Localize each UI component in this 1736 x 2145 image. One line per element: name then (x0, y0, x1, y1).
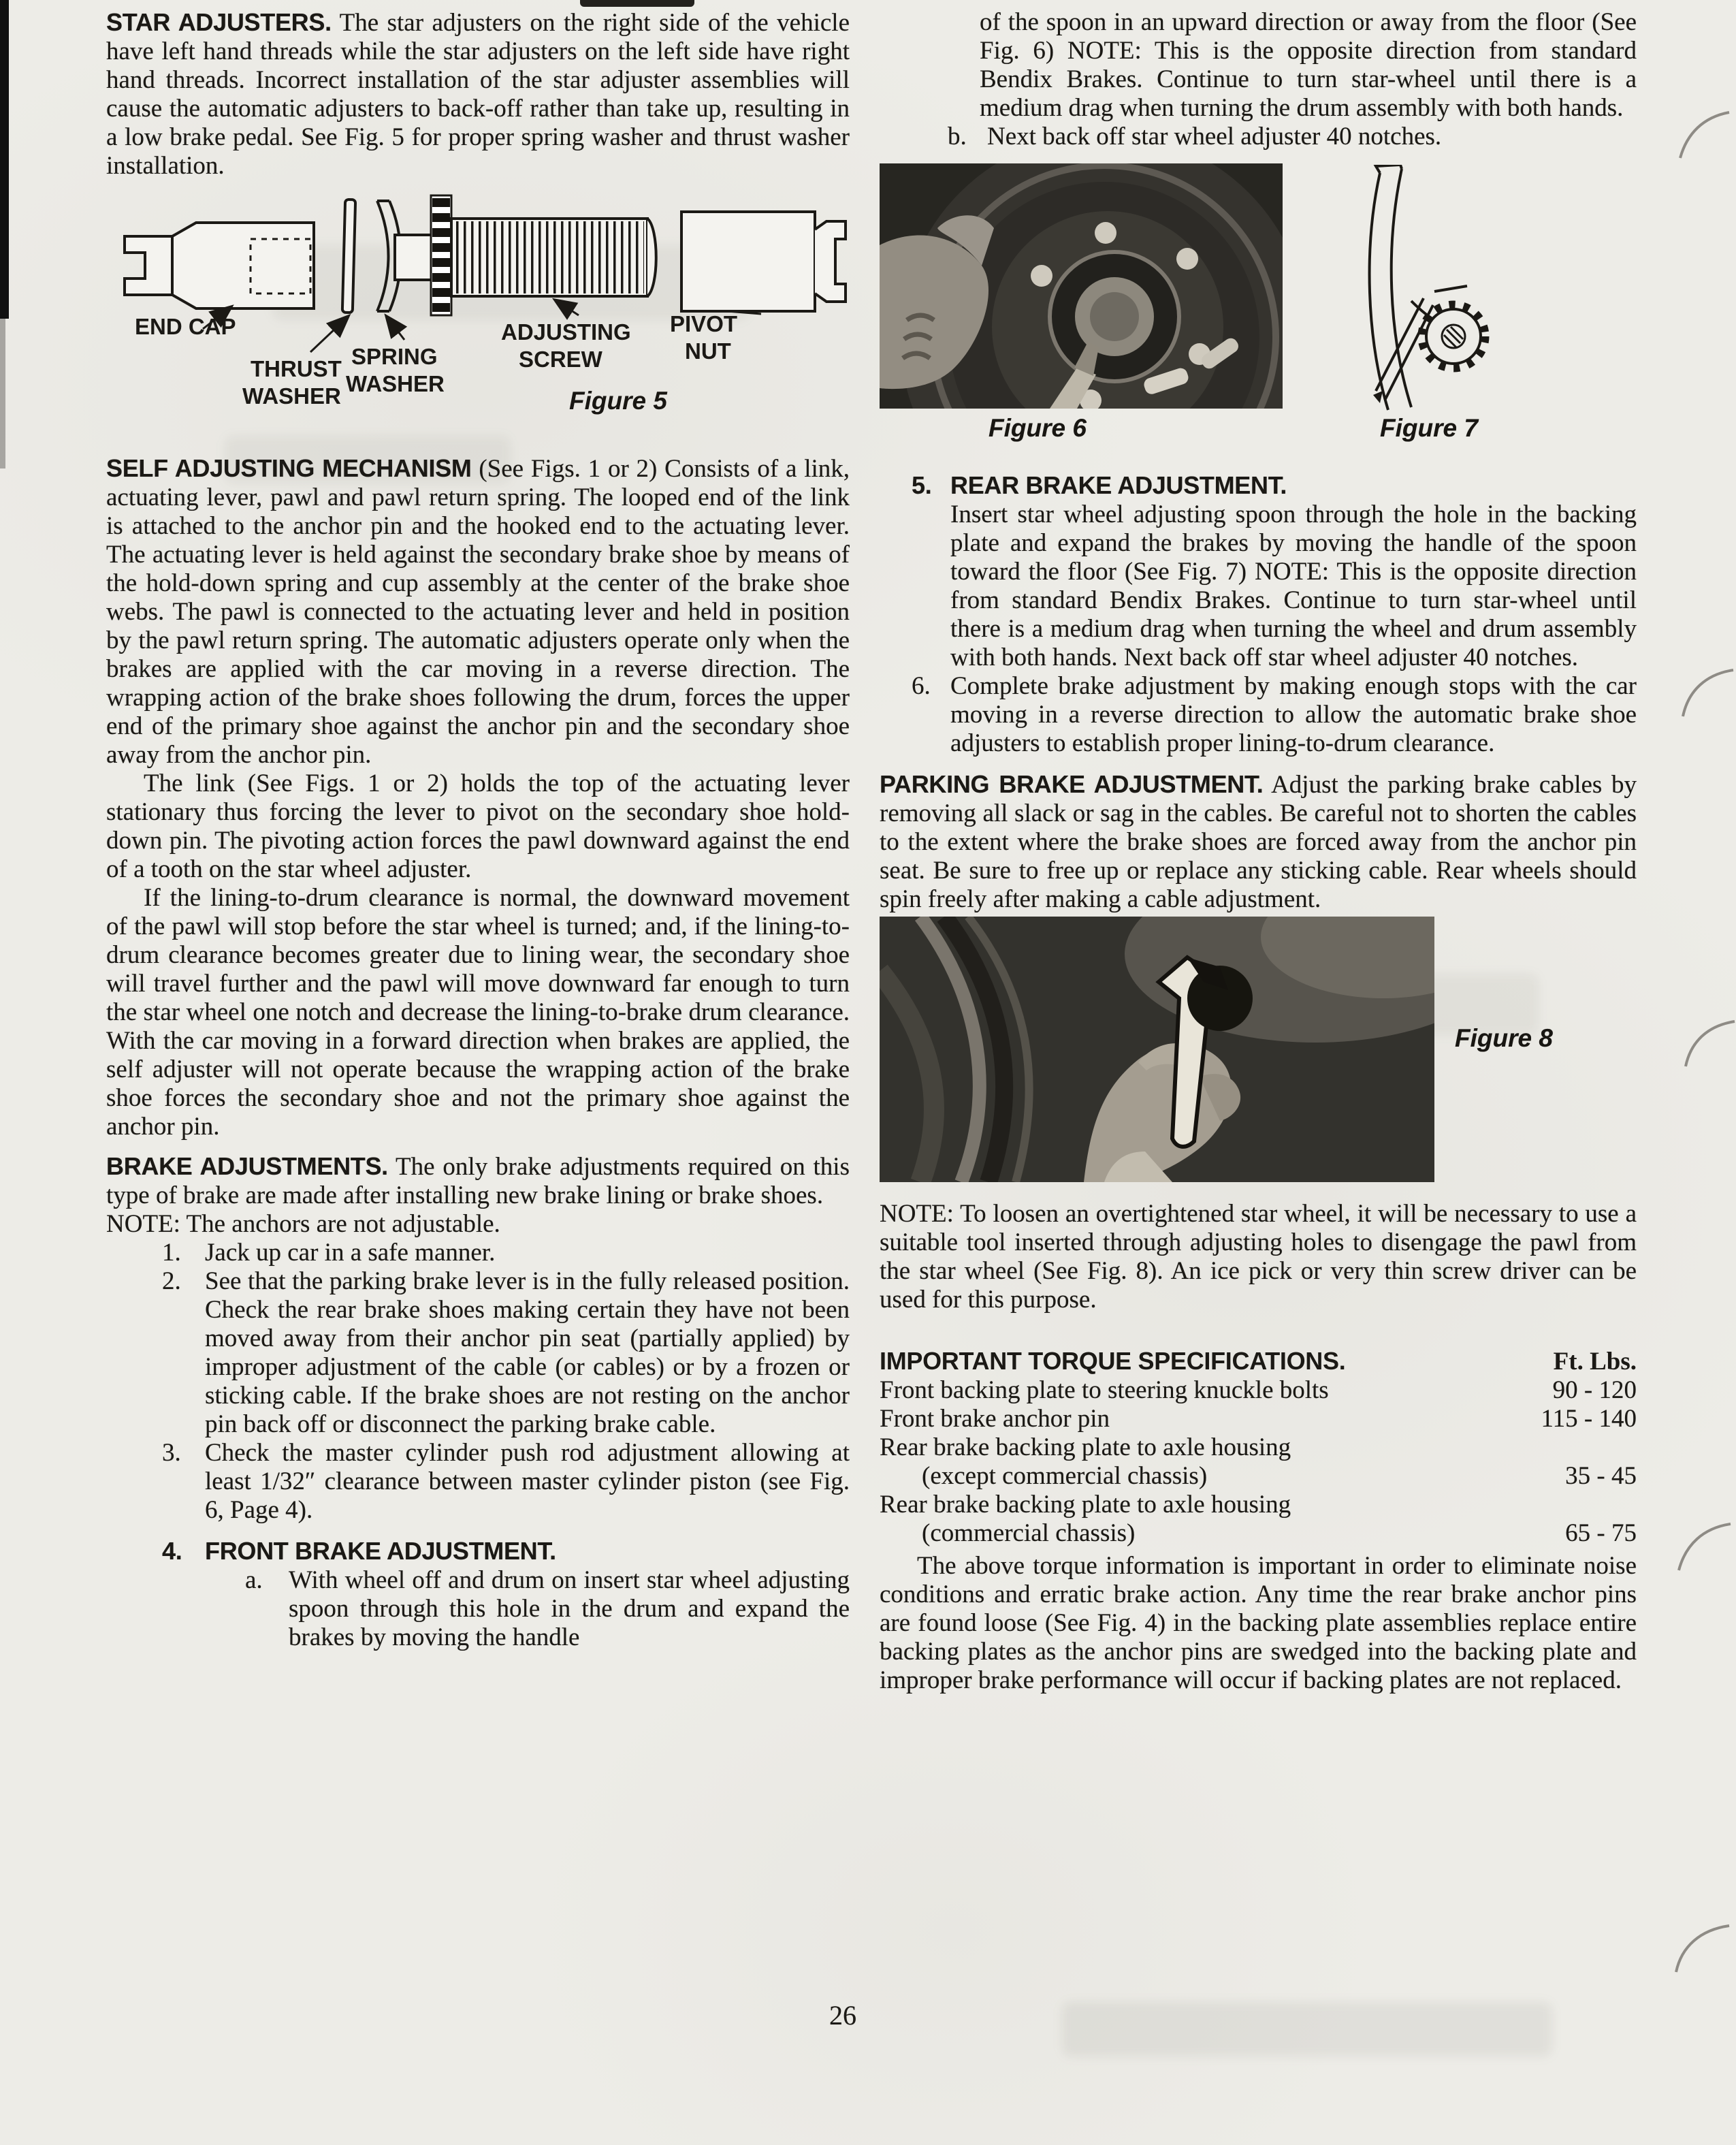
front-brake-item-a-text: With wheel off and drum on insert star wheel adjusting spoon through this hole in the drum and expand the brakes by moving the handle (289, 1566, 850, 1651)
end-cap-label: END CAP (135, 314, 236, 339)
list-item-1-text: Jack up car in a safe manner. (205, 1239, 496, 1267)
rear-brake-text: Insert star wheel adjusting spoon through the hole in the backing plate and expand the brakes by moving the handle of the spoon toward the floor (See Fig. 7) NOTE: This is the opposite direction from standard Bendix Brakes. Continue to turn star-wheel until there is a medium drag when turning the wheel and drum assembly with both hands. Next back off star wheel adjuster 40 notches. (950, 500, 1637, 671)
pivot-nut-part (681, 212, 846, 311)
figure-8-row (880, 917, 1637, 1183)
self-adjusting-text: (See Figs. 1 or 2) Consists of a link, actuating lever, pawl and pawl return spring. The looped end of the link is attached to the anchor pin and the hooked end to the actuating lever. The actuating lever is held against the secondary brake shoe by means of the hold-down spring and cup assembly at the center of the brake shoe webs. The pawl is connected to the actuating lever and held in position by the pawl return spring. The automatic adjusters operate only when the brakes are applied with the car moving in a reverse direction. The wrapping action of the brake shoes following the drum, forces the upper end of the primary shoe against the anchor pin and the secondary shoe away from the anchor pin. (106, 455, 850, 769)
torque-row-label: Front backing plate to steering knuckle bolts (880, 1376, 1329, 1404)
torque-specifications-header (880, 1347, 1637, 1376)
torque-row (880, 1376, 1637, 1405)
pivot-nut-label-line2: NUT (685, 338, 731, 364)
list-item-1-number: 1. (162, 1239, 181, 1267)
scan-edge-strip (0, 0, 9, 319)
spring-washer-label-line1: SPRING (351, 344, 438, 369)
thrust-washer-part (342, 200, 355, 313)
list-item-6-text: Complete brake adjustment by making enough stops with the car moving in a reverse direction to allow the automatic brake shoe adjusters to establish proper lining-to-drum clearance. (950, 672, 1637, 757)
rear-brake-heading: REAR BRAKE ADJUSTMENT. (950, 471, 1287, 499)
figure-5-caption: Figure 5 (569, 387, 667, 415)
rear-brake-heading-row (880, 471, 1637, 500)
list-item-6-number: 6. (912, 672, 931, 700)
page-number: 26 (829, 2000, 856, 2031)
spring-washer-label-line2: WASHER (346, 371, 445, 396)
figure-8-photo (880, 917, 1434, 1182)
paragraph-spoon-continuation: of the spoon in an upward direction or away from the floor (See Fig. 6) NOTE: This is the opposite direction from standard Bendix Brakes. Continue to turn star-wheel until there is a medium drag when turning the drum assembly with both hands. (980, 8, 1637, 122)
torque-row (880, 1405, 1637, 1433)
front-brake-item-a (106, 1566, 850, 1652)
list-item-1 (106, 1239, 850, 1267)
star-adjusters-heading: STAR ADJUSTERS. (106, 8, 332, 36)
brake-adjustments-text: The only brake adjustments required on this type of brake are made after installing new brake lining or brake shoes. (106, 1153, 850, 1209)
brake-adjustments-heading: BRAKE ADJUSTMENTS. (106, 1152, 388, 1180)
list-item-b (880, 123, 1637, 151)
torque-row-value: 35 - 45 (1565, 1462, 1637, 1490)
note-anchors: NOTE: The anchors are not adjustable. (106, 1210, 500, 1238)
end-cap-part (125, 223, 314, 308)
figure-6-caption: Figure 6 (988, 414, 1087, 442)
torque-unit-label: Ft. Lbs. (1553, 1348, 1637, 1376)
list-item-3-text: Check the master cylinder push rod adjustment allowing at least 1/32″ clearance between master cylinder piston (see Fig. 6, Page 4). (205, 1439, 850, 1524)
note-star-wheel: NOTE: To loosen an overtightened star wheel, it will be necessary to use a suitable tool inserted through adjusting holes to disengage the pawl from the star wheel (See Fig. 8). An ice pick or very thin screw driver can be used for this purpose. (880, 1200, 1637, 1314)
paragraph-self-adjusting (106, 454, 850, 769)
paragraph-parking-brake (880, 770, 1637, 914)
list-item-3 (106, 1439, 850, 1525)
torque-row (880, 1491, 1637, 1519)
right-column (880, 8, 1637, 1695)
paragraph-link: The link (See Figs. 1 or 2) holds the top of the actuating lever stationary thus forcing the lever to pivot on the secondary shoe hold-down pin. The pivoting action forces the pawl downward against the end of a tooth on the star wheel adjuster. (106, 769, 850, 883)
self-adjusting-heading: SELF ADJUSTING MECHANISM (106, 454, 472, 482)
paragraph-torque-closing: The above torque information is important in order to eliminate noise conditions and erratic brake action. Any time the rear brake anchor pins are found loose (See Fig. 4) in the backing plate assemblies replace entire backing plates as the anchor pins are swedged into the backing plate and improper brake performance will occur if backing plates are not replaced. (880, 1552, 1637, 1694)
parking-brake-text: Adjust the parking brake cables by removing all slack or sag in the cables. Be careful not to shorten the cables to the extent where the brake shoes are forced away from the anchor pin seat. Be sure to free up or replace any sticking cable. Rear wheels should spin freely after making a cable adjustment. (880, 771, 1637, 913)
torque-row (880, 1519, 1637, 1548)
torque-row-label: Front brake anchor pin (880, 1405, 1110, 1433)
list-item-6 (880, 672, 1637, 758)
pivot-nut-label-line1: PIVOT (670, 311, 738, 336)
parking-brake-heading: PARKING BRAKE ADJUSTMENT. (880, 770, 1264, 798)
figure-7-caption: Figure 7 (1380, 414, 1478, 442)
figure-7-drawing (1353, 165, 1496, 417)
adjusting-screw-part (395, 195, 656, 315)
figure-6-photo (880, 163, 1283, 409)
thrust-washer-label-line2: WASHER (242, 383, 341, 409)
front-brake-heading: FRONT BRAKE ADJUSTMENT. (205, 1537, 556, 1565)
torque-row-label: Rear brake backing plate to axle housing (880, 1433, 1291, 1461)
figure-8-caption: Figure 8 (1455, 1024, 1553, 1052)
scan-smudge (580, 0, 694, 7)
list-item-3-number: 3. (162, 1439, 181, 1467)
torque-row-label: Rear brake backing plate to axle housing (880, 1491, 1291, 1519)
torque-row-value: 90 - 120 (1552, 1376, 1637, 1404)
paragraph-star-adjusters (106, 8, 850, 180)
left-column (106, 8, 850, 1652)
list-item-b-letter: b. (948, 123, 967, 150)
rear-brake-number: 5. (912, 471, 932, 499)
adjusting-screw-label-line2: SCREW (519, 347, 602, 372)
paragraph-brake-adjustments (106, 1152, 850, 1210)
list-item-2-number: 2. (162, 1267, 181, 1295)
figure-6-7-row (880, 163, 1637, 455)
torque-row-label: (except commercial chassis) (922, 1462, 1208, 1490)
torque-row-value: 65 - 75 (1565, 1519, 1637, 1547)
torque-heading: IMPORTANT TORQUE SPECIFICATIONS. (880, 1347, 1346, 1375)
front-brake-adjustment-heading-row (106, 1537, 850, 1566)
scan-edge-strip-fade (0, 319, 5, 468)
list-item-2-text: See that the parking brake lever is in the fully released position. Check the rear brake shoes making certain they have not been moved away from their anchor pin seat (partially applied) by improper adjustment of the cable (or cables) or by a frozen or sticking cable. If the brake shoes are not resting on the anchor pin back off or disconnect the parking brake cable. (205, 1267, 850, 1438)
figure-5 (106, 194, 850, 431)
torque-row-value: 115 - 140 (1541, 1405, 1637, 1433)
bleedthrough-ghost (1062, 2002, 1552, 2056)
list-item-2 (106, 1267, 850, 1439)
adjusting-screw-label-line1: ADJUSTING (501, 319, 631, 345)
front-brake-number: 4. (162, 1537, 182, 1565)
list-item-b-text: Next back off star wheel adjuster 40 notches. (987, 123, 1442, 150)
torque-row-label: (commercial chassis) (922, 1519, 1136, 1547)
star-adjusters-text: The star adjusters on the right side of the vehicle have left hand threads while the star adjusters on the left side have right hand threads. Incorrect installation of the star adjuster assemblies will cause the automatic adjusters to back-off rather than take up, resulting in a low brake pedal. See Fig. 5 for proper spring washer and thrust washer installation. (106, 9, 850, 180)
torque-row (880, 1462, 1637, 1491)
torque-row (880, 1433, 1637, 1462)
thrust-washer-label-line1: THRUST (251, 356, 342, 381)
figure-5-diagram (106, 194, 850, 431)
front-brake-item-a-letter: a. (245, 1566, 263, 1594)
paragraph-lining-clearance: If the lining-to-drum clearance is normal, the downward movement of the pawl will stop before the star wheel is turned; and, if the lining-to-drum clearance becomes greater due to lining wear, the secondary shoe will travel further and the pawl will move downward far enough to turn the star wheel one notch and decrease the lining-to-brake drum clearance. With the car moving in a forward direction when brakes are applied, the self adjuster will not operate because the wrapping action of the brake shoe forces the secondary shoe and not the primary shoe against the anchor pin. (106, 884, 850, 1141)
